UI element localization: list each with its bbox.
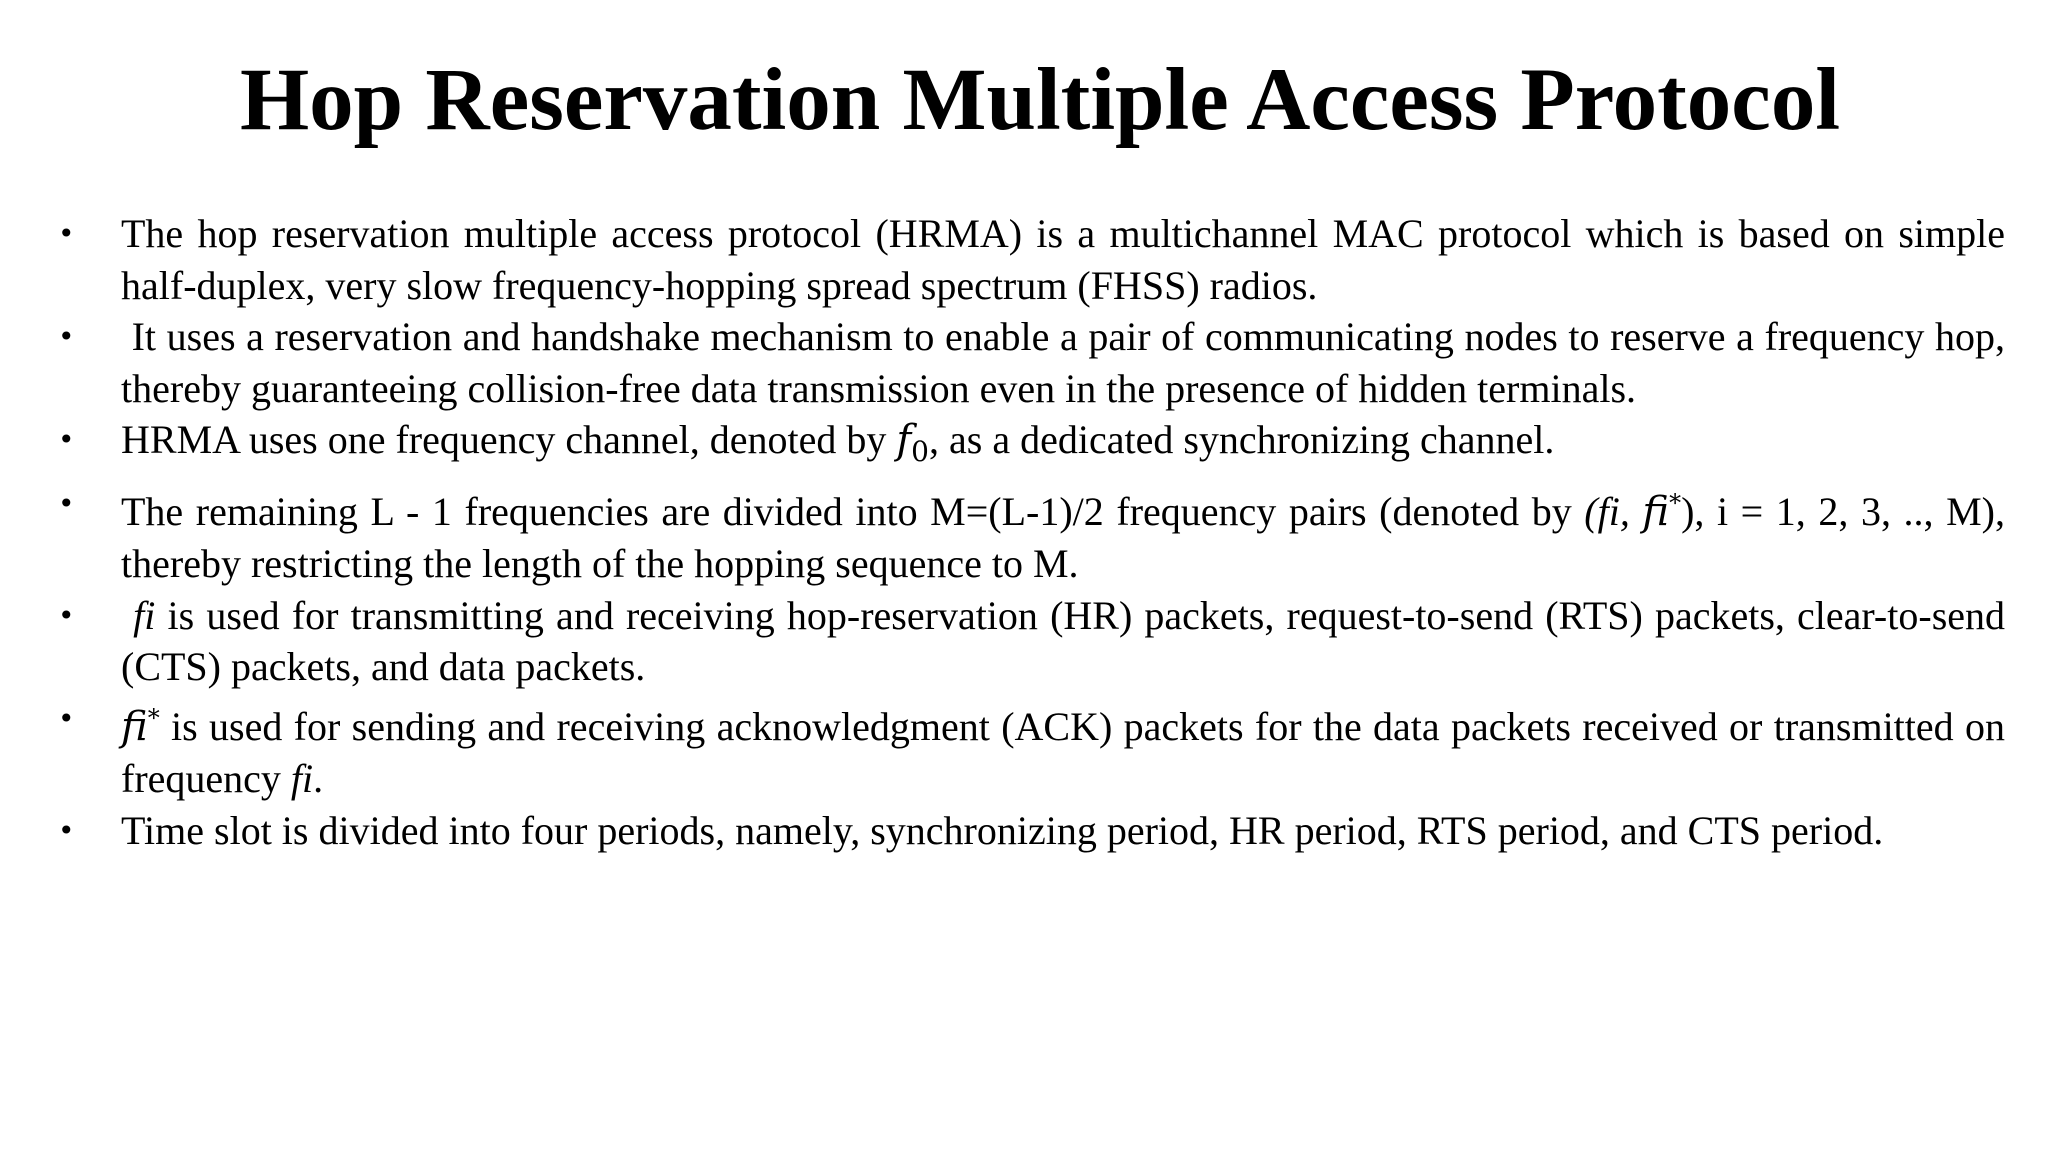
- bullet-dot-icon: •: [58, 486, 75, 520]
- math-fi-star: [1642, 489, 1681, 535]
- slide-title: Hop Reservation Multiple Access Protocol: [239, 51, 1841, 149]
- math-var: f: [896, 417, 912, 463]
- bullet-item-7: [0, 805, 2005, 857]
- bullet-item-4: [0, 478, 2015, 590]
- math-var: fi: [121, 703, 148, 750]
- bullet-dot-icon: •: [58, 320, 75, 353]
- bullet-item-5: [0, 590, 2016, 693]
- bullet-item-2: [0, 311, 2016, 414]
- bullet-text-4-before: The remaining L - 1 frequencies are divided into M=(L-1)/2 frequency pairs (denoted by: [121, 488, 1585, 534]
- math-var: fi: [1642, 488, 1670, 535]
- bullet-dot-icon: •: [58, 598, 75, 632]
- bullet-text-6: [121, 693, 2015, 805]
- bullet-text-5-after: is used for transmitting and receiving hop-reservation (HR) packets, request-to-send (RTS) packets, clear-to-send (CTS) packets, and data packets.: [121, 592, 2016, 689]
- bullet-dot-icon: •: [58, 813, 75, 847]
- bullet-text-5: [121, 590, 2016, 693]
- bullet-text-3-before: HRMA uses one frequency channel, denoted by: [121, 417, 897, 462]
- bullet-item-3: [0, 414, 2005, 478]
- bullet-text-5-lead: [121, 593, 133, 638]
- ital-fi-pair: (fi,: [1584, 488, 1643, 534]
- bullet-text-1: The hop reservation multiple access protocol (HRMA) is a multichannel MAC protocol which is based on simple half-duplex, very slow frequency-hopping spread spectrum (FHSS) radios.: [121, 211, 2005, 308]
- bullet-text-6-middle: is used for sending and receiving acknowledgment (ACK) packets for the data packets received or transmitted on frequency: [121, 703, 2015, 801]
- bullet-item-6: [0, 693, 2015, 805]
- ital-fi: fi: [133, 592, 156, 638]
- bullet-text-6-after: .: [313, 756, 324, 801]
- bullet-text-7: Time slot is divided into four periods, namely, synchronizing period, HR period, RTS period, and CTS period.: [121, 807, 1884, 853]
- math-subscript: 0: [911, 435, 929, 468]
- bullet-text-3: [121, 414, 2005, 478]
- ital-fi: fi: [290, 756, 314, 801]
- bullet-text-4-after: ), i = 1, 2, 3, .., M), thereby restricting the length of the hopping sequence to M.: [121, 488, 2015, 586]
- math-fi-star: [121, 704, 160, 750]
- bullet-list: [0, 208, 2048, 856]
- math-f-zero: [896, 417, 929, 468]
- bullet-item-1: [0, 208, 2005, 311]
- bullet-text-3-after: , as a dedicated synchronizing channel.: [929, 417, 1555, 462]
- math-superscript: *: [147, 703, 160, 732]
- bullet-dot-icon: •: [58, 217, 75, 250]
- bullet-text-4: [121, 478, 2015, 590]
- bullet-dot-icon: •: [58, 423, 75, 456]
- math-superscript: *: [1669, 488, 1682, 517]
- bullet-dot-icon: •: [58, 701, 75, 735]
- bullet-text-2: It uses a reservation and handshake mechanism to enable a pair of communicating nodes to reserve a frequency hop, thereby guaranteeing collision-free data transmission even in the presence of hidden terminals.: [121, 314, 2016, 411]
